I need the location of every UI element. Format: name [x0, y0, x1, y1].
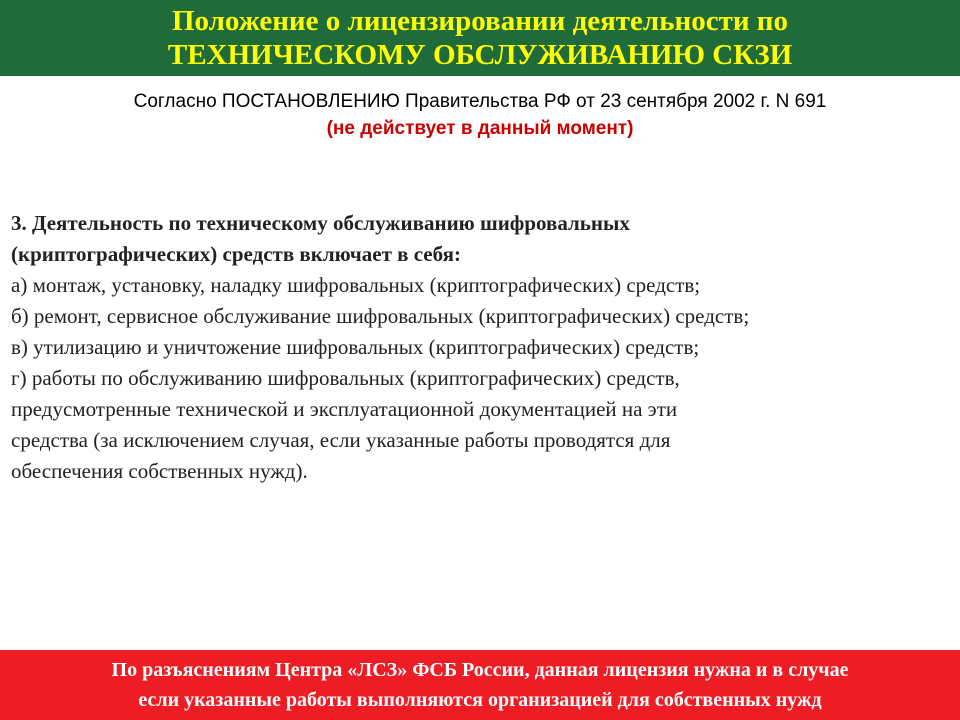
- footer-line-1: По разъяснениям Центра «ЛСЗ» ФСБ России, данная лицензия нужна и в случае: [111, 659, 849, 681]
- footer-banner: [0, 650, 960, 720]
- list-item-b: б) ремонт, сервисное обслуживание шифровальных (криптографических) средств;: [11, 304, 750, 328]
- list-item-g-line-2: предусмотренные технической и эксплуатационной документацией на эти: [11, 397, 678, 421]
- list-item-a: а) монтаж, установку, наладку шифровальных (криптографических) средств;: [11, 273, 701, 297]
- subtitle-block: [0, 88, 960, 142]
- main-content: [11, 208, 956, 487]
- title-line-2: ТЕХНИЧЕСКОМУ ОБСЛУЖИВАНИЮ СКЗИ: [167, 39, 793, 71]
- list-item-c: в) утилизацию и уничтожение шифровальных (криптографических) средств;: [11, 335, 700, 359]
- footer-line-2: если указанные работы выполняются организацией для собственных нужд: [138, 689, 822, 711]
- section-heading-line-1: 3. Деятельность по техническому обслуживанию шифровальных: [11, 211, 630, 235]
- section-heading-line-2: (криптографических) средств включает в себя:: [11, 242, 461, 266]
- status-note: (не действует в данный момент): [326, 118, 634, 139]
- list-item-g-line-3: средства (за исключением случая, если указанные работы проводятся для: [11, 428, 671, 452]
- title-line-1: Положение о лицензировании деятельности по: [171, 5, 789, 37]
- decree-reference: Согласно ПОСТАНОВЛЕНИЮ Правительства РФ от 23 сентября 2002 г. N 691: [133, 91, 827, 112]
- title-banner: [0, 0, 960, 76]
- list-item-g-line-1: г) работы по обслуживанию шифровальных (криптографических) средств,: [11, 366, 680, 390]
- list-item-g-line-4: обеспечения собственных нужд).: [11, 459, 308, 483]
